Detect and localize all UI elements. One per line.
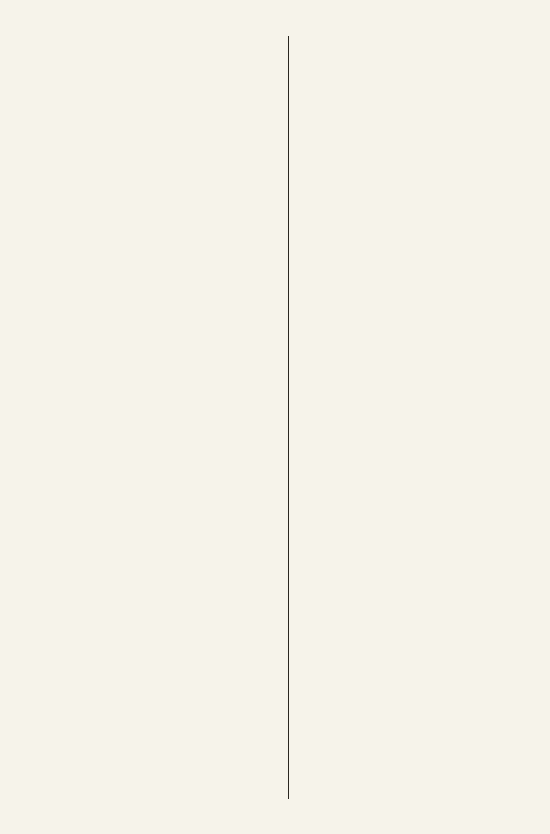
column-divider	[288, 36, 289, 799]
left-column	[58, 38, 280, 86]
right-column	[299, 38, 513, 62]
